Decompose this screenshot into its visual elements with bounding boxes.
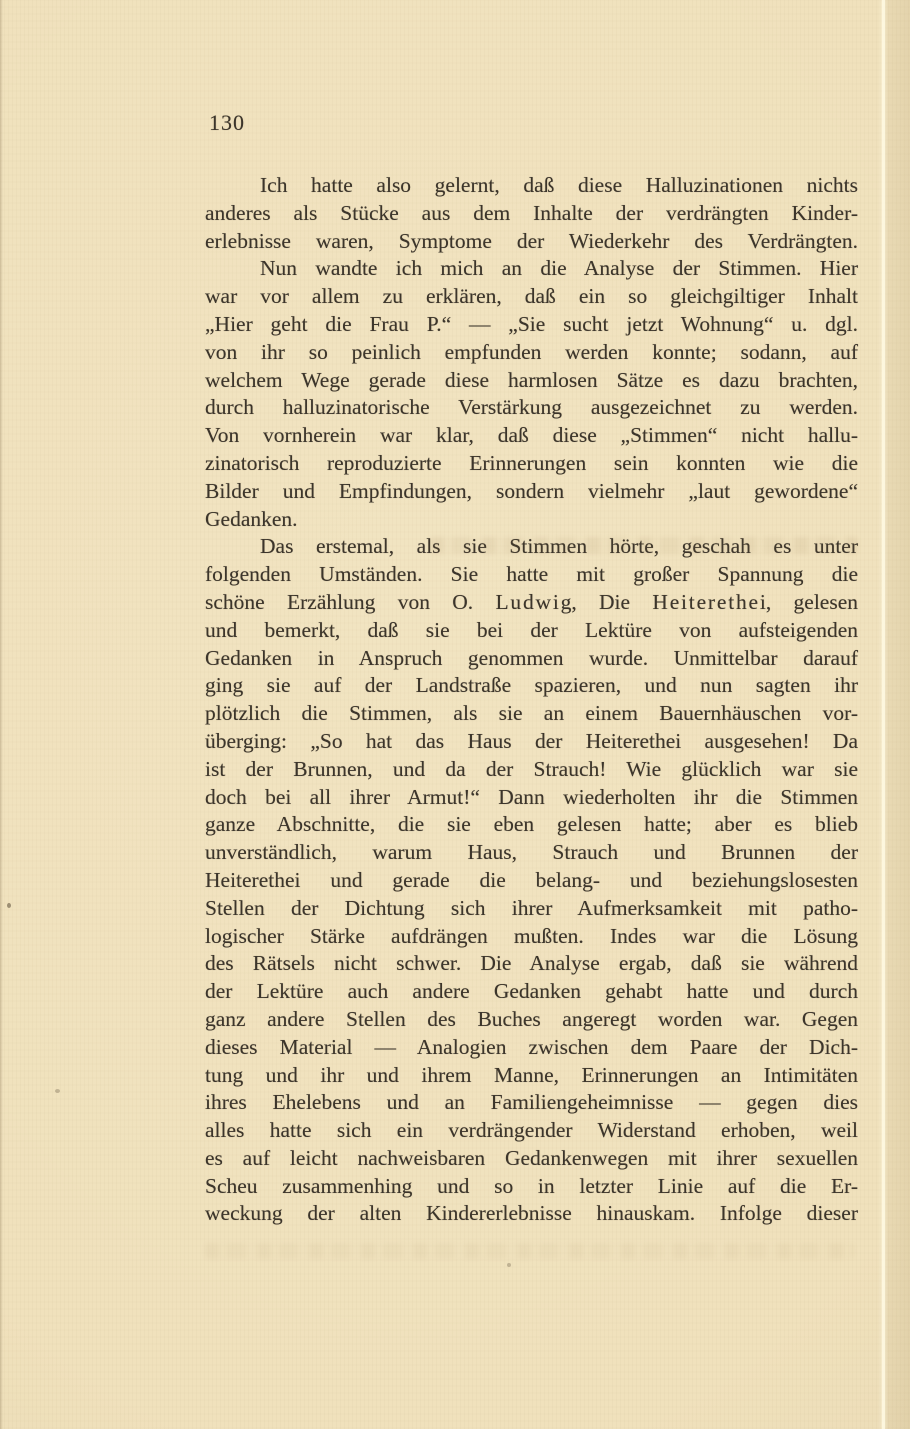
text-line: durch halluzinatorische Verstärkung ausgezeichnet zu werden. [205,395,858,420]
ink-bleed-through [205,1243,855,1259]
text-line: erlebnisse waren, Symptome der Wiederkehr des Verdrängten. [205,228,858,253]
text-line: folgenden Umständen. Sie hatte mit großer Spannung die [205,562,858,587]
text-line: ganz andere Stellen des Buches angeregt worden war. Gegen [205,1006,858,1031]
text-line: und bemerkt, daß sie bei der Lektüre von aufsteigenden [205,617,858,642]
text-line: „Hier geht die Frau P.“ — „Sie sucht jetzt Wohnung“ u. dgl. [205,311,858,336]
text-line: schöne Erzählung von O. L u d w i g, Die H e i t e r e t h e i, gelesen [205,589,858,614]
text-line: dieses Material — Analogien zwischen dem Paare der Dich- [205,1034,858,1059]
text-block [205,172,858,1228]
text-line: plötzlich die Stimmen, als sie an einem Bauernhäuschen vor- [205,701,858,726]
page-right-edge-shade [885,0,910,1429]
text-line: Scheu zusammenhing und so in letzter Linie auf die Er- [205,1173,858,1198]
text-line: Bilder und Empfindungen, sondern vielmehr „laut gewordene“ [205,478,858,503]
text-line: Stellen der Dichtung sich ihrer Aufmerksamkeit mit patho- [205,895,858,920]
text-line: unverständlich, warum Haus, Strauch und Brunnen der [205,840,858,865]
text-line: der Lektüre auch andere Gedanken gehabt hatte und durch [205,979,858,1004]
text-line: Gedanken in Anspruch genommen wurde. Unmittelbar darauf [205,645,858,670]
text-line: Das erstemal, als sie Stimmen hörte, geschah es unter [260,534,858,559]
text-line: welchem Wege gerade diese harmlosen Sätze es dazu brachten, [205,367,858,392]
text-line: logischer Stärke aufdrängen mußten. Indes war die Lösung [205,923,858,948]
text-line: Gedanken. [205,506,298,531]
text-line: Heiterethei und gerade die belang- und beziehungslosesten [205,867,858,892]
text-line: ihres Ehelebens und an Familiengeheimnisse — gegen dies [205,1090,858,1115]
text-line: ist der Brunnen, und da der Strauch! Wie glücklich war sie [205,756,858,781]
text-line: überging: „So hat das Haus der Heiterethei ausgesehen! Da [205,728,858,753]
text-line: Ich hatte also gelernt, daß diese Halluzinationen nichts [260,173,858,197]
text-line: war vor allem zu erklären, daß ein so gleichgiltiger Inhalt [205,284,858,309]
paper-speck [507,1263,511,1267]
text-line: Von vornherein war klar, daß diese „Stimmen“ nicht hallu- [205,423,858,448]
text-line: Nun wandte ich mich an die Analyse der Stimmen. Hier [260,256,858,281]
text-line: doch bei all ihrer Armut!“ Dann wiederholten ihr die Stimmen [205,784,858,809]
text-line: weckung der alten Kindererlebnisse hinauskam. Infolge dieser [205,1201,858,1226]
text-line: tung und ihr und ihrem Manne, Erinnerungen an Intimitäten [205,1062,858,1087]
text-line: anderes als Stücke aus dem Inhalte der verdrängten Kinder- [205,200,858,225]
text-line: ganze Abschnitte, die sie eben gelesen hatte; aber es blieb [205,812,858,837]
paper-speck [7,903,11,908]
text-line: es auf leicht nachweisbaren Gedankenwegen mit ihrer sexuellen [205,1145,858,1170]
paper-speck [55,1089,60,1093]
page-number: 130 [209,110,245,135]
text-line: des Rätsels nicht schwer. Die Analyse ergab, daß sie während [205,951,858,976]
text-line: zinatorisch reproduzierte Erinnerungen sein konnten wie die [205,450,858,475]
text-line: alles hatte sich ein verdrängender Widerstand erhoben, weil [205,1118,858,1143]
ink-bleed-through [430,537,858,554]
text-line: von ihr so peinlich empfunden werden konnte; sodann, auf [205,339,858,364]
text-line: ging sie auf der Landstraße spazieren, und nun sagten ihr [205,673,858,698]
page-left-edge-shadow [0,0,3,1429]
